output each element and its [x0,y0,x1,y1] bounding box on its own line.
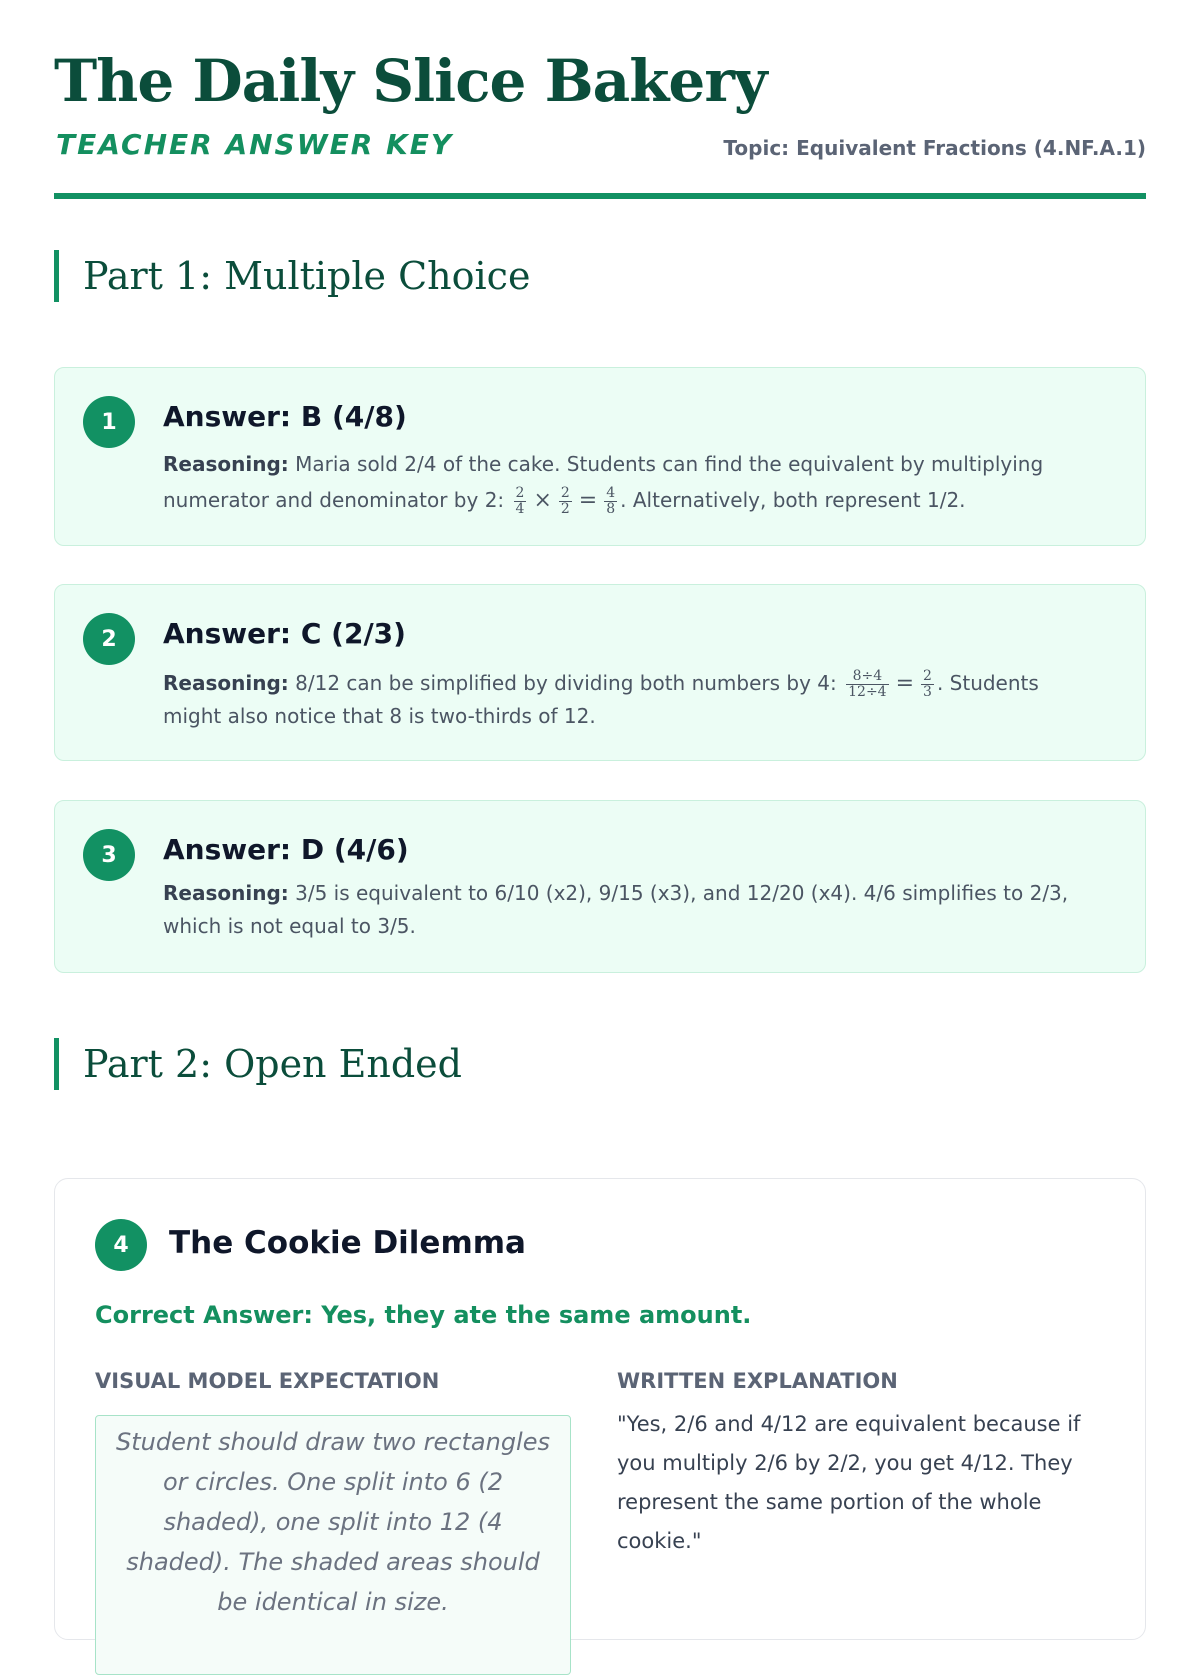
question-number-badge: 4 [95,1219,147,1271]
fraction [846,669,888,700]
question-title: The Cookie Dilemma [169,1225,526,1261]
fraction [559,486,572,517]
written-explanation-label: WRITTEN EXPLANATION [617,1369,898,1393]
page-header [54,0,1146,200]
visual-model-label: VISUAL MODEL EXPECTATION [95,1369,440,1393]
fraction [604,486,617,517]
numerator: 4 [606,485,616,501]
reasoning-text [163,667,1093,733]
denominator: 12÷4 [848,684,887,700]
question-number-badge: 2 [83,613,135,665]
answer-card-1 [54,367,1146,546]
reasoning-label: Reasoning: [163,452,289,476]
reasoning-text [163,877,1093,943]
reasoning-body: 8/12 can be simplified by dividing both numbers by 4: [295,671,837,695]
numerator: 8÷4 [846,669,888,685]
denominator: 8 [606,501,616,517]
equals-operator: = [895,671,915,696]
answer-text: Answer: C (2/3) [163,617,406,650]
numerator: 2 [515,485,525,501]
question-number-badge: 3 [83,829,135,881]
answer-key-subtitle: TEACHER ANSWER KEY [56,128,454,161]
denominator: 4 [515,501,525,517]
reasoning-body: Maria sold 2/4 of the cake. Students can find the equivalent by multiplying numerator and denominator by 2: [163,452,1044,512]
denominator: 2 [560,501,570,517]
written-explanation-text: "Yes, 2/6 and 4/12 are equivalent because if you multiply 2/6 by 2/2, you get 4/12. They represent the same portion of the whole cookie." [617,1412,1081,1553]
reasoning-body-end: . Students might also notice that 8 is two-thirds of 12. [163,671,1039,728]
reasoning-label: Reasoning: [163,671,289,695]
correct-answer: Correct Answer: Yes, they ate the same amount. [95,1301,752,1329]
fraction [514,486,527,517]
visual-model-box [95,1415,571,1675]
reasoning-body-end: . Alternatively, both represent 1/2. [620,488,966,512]
header-divider [54,193,1146,199]
question-number-badge: 1 [83,396,135,448]
times-operator: × [533,488,552,513]
answer-text: Answer: B (4/8) [163,400,407,433]
reasoning-label: Reasoning: [163,881,289,905]
fraction [921,669,934,700]
topic-label: Topic: Equivalent Fractions (4.NF.A.1) [723,136,1146,160]
numerator: 2 [923,668,932,684]
part2-heading: Part 2: Open Ended [54,1038,462,1090]
equals-operator: = [578,488,598,513]
reasoning-text [163,446,1093,519]
visual-model-text: Student should draw two rectangles or circles. One split into 6 (2 shaded), one split into 12 (4 shaded). The shaded areas should be identical in size. [116,1428,550,1616]
answer-text: Answer: D (4/6) [163,833,409,866]
bakery-title: The Daily Slice Bakery [54,47,767,115]
denominator: 3 [923,684,932,700]
numerator: 2 [560,485,570,501]
part1-heading: Part 1: Multiple Choice [54,250,530,302]
answer-card-3 [54,800,1146,973]
reasoning-body: 3/5 is equivalent to 6/10 (x2), 9/15 (x3), and 12/20 (x4). 4/6 simplifies to 2/3, which is not equal to 3/5. [163,881,1069,938]
answer-card-2 [54,584,1146,761]
open-ended-card [54,1178,1146,1640]
